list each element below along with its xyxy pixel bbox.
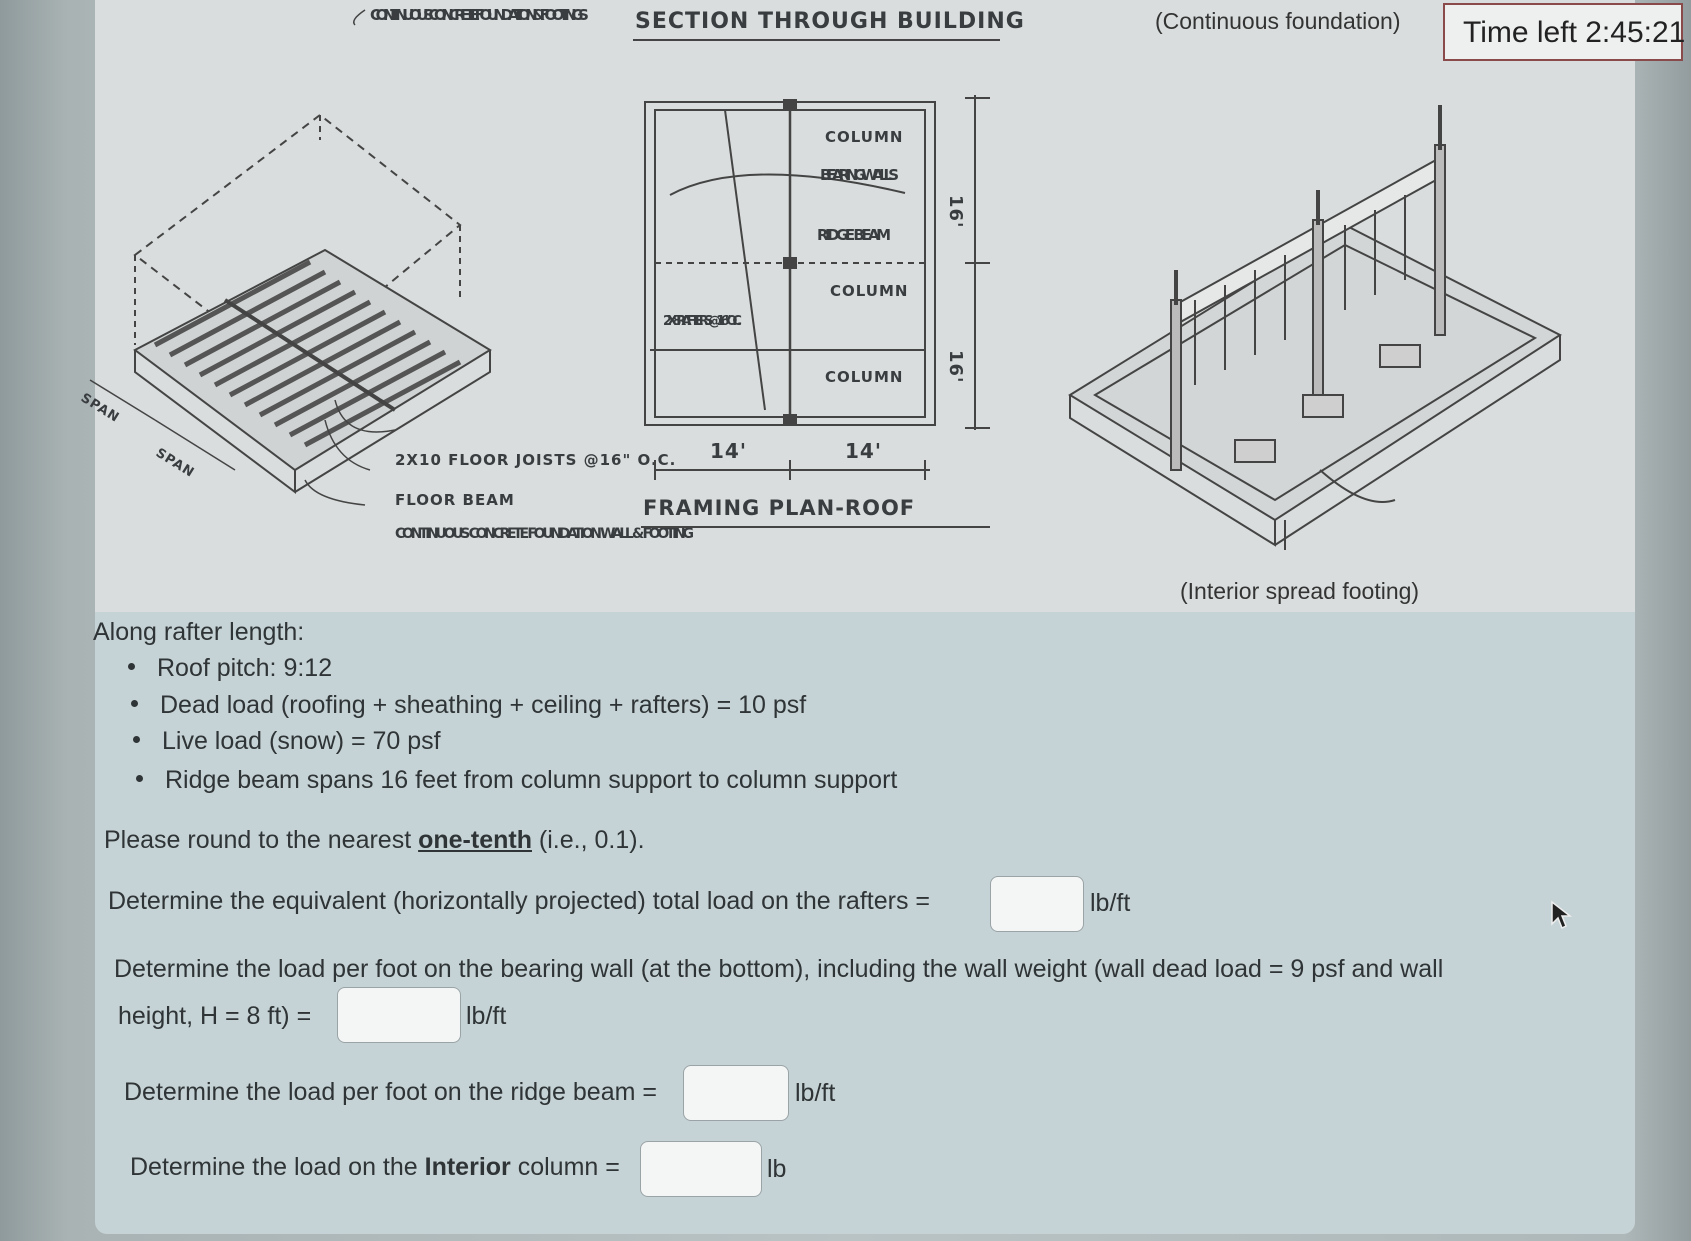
bearing-walls-label: BEARING WALLS <box>820 166 900 184</box>
bullet-icon <box>131 700 138 707</box>
continuous-foundation-caption: (Continuous foundation) <box>1155 8 1401 34</box>
bullet-text: Live load (snow) = 70 psf <box>162 727 441 755</box>
bullet-text: Ridge beam spans 16 feet from column support to column support <box>165 766 898 794</box>
rafter-load-unit: lb/ft <box>1090 889 1131 917</box>
interior-footing-drawing <box>1070 105 1560 550</box>
interior-column-input[interactable] <box>640 1141 762 1197</box>
figure-image <box>77 0 1635 612</box>
bullet-item <box>136 766 897 795</box>
bullet-icon <box>128 663 135 670</box>
question-bearing-wall-line1: Determine the load per foot on the bearing wall (at the bottom), including the wall weight (wall dead load = 9 psf and wall <box>114 955 1444 983</box>
span-label-left: SPAN <box>77 390 122 426</box>
foundation-wall-label: CONTINUOUS CONCRETE FOUNDATION WALL & FOOTING <box>395 526 696 542</box>
floor-joists-label: 2X10 FLOOR JOISTS @16" O.C. <box>395 451 677 469</box>
rounding-note-text: Please round to the nearest <box>104 826 419 854</box>
isometric-foundation-drawing <box>90 10 490 505</box>
interior-column-text: Determine the load on the <box>130 1153 425 1181</box>
time-left-timer: Time left 2:45:21 <box>1443 3 1683 61</box>
dimension-side-top: 16' <box>945 195 966 229</box>
ridge-beam-input[interactable] <box>683 1065 789 1121</box>
interior-column-unit: lb <box>767 1155 787 1183</box>
rounding-emphasis: one-tenth <box>418 826 532 854</box>
question-interior-column <box>130 1153 620 1182</box>
framing-plan-title: FRAMING PLAN-ROOF <box>643 496 916 520</box>
dimension-right: 14' <box>845 439 882 463</box>
question-ridge-beam: Determine the load per foot on the ridge beam = <box>124 1078 657 1106</box>
ridge-beam-label: RIDGE BEAM <box>817 226 892 244</box>
interior-column-bold: Interior <box>424 1153 511 1181</box>
span-label-bottom: SPAN <box>152 445 197 481</box>
dimension-left: 14' <box>710 439 747 463</box>
section-title: SECTION THROUGH BUILDING <box>635 9 1025 34</box>
rafter-load-input[interactable] <box>990 876 1084 932</box>
bearing-wall-unit: lb/ft <box>466 1002 507 1030</box>
bullet-text: Roof pitch: 9:12 <box>157 654 333 682</box>
ridge-beam-unit: lb/ft <box>795 1079 836 1107</box>
question-rafter-load: Determine the equivalent (horizontally projected) total load on the rafters = <box>108 887 930 915</box>
column-label-2: COLUMN <box>830 282 909 300</box>
rafters-label: 2X8 RAFTERS @16" O.C. <box>663 314 743 329</box>
bullet-icon <box>136 775 143 782</box>
mouse-pointer-icon <box>1550 900 1572 930</box>
iso-top-label: CONTINUOUS CONCRETE FOUNDATION & FOOTINGS <box>370 6 590 24</box>
dimension-side-bottom: 16' <box>945 350 966 384</box>
bullet-icon <box>133 736 140 743</box>
question-bearing-wall-line2: height, H = 8 ft) = <box>118 1002 312 1030</box>
bullet-item <box>128 654 332 683</box>
rounding-note-tail: (i.e., 0.1). <box>531 826 645 854</box>
structure-drawings <box>77 0 1635 612</box>
column-label-3: COLUMN <box>825 368 904 386</box>
floor-beam-label: FLOOR BEAM <box>395 491 515 509</box>
bullet-item <box>133 727 441 756</box>
framing-plan-drawing <box>645 95 990 480</box>
intro-text: Along rafter length: <box>93 618 305 646</box>
bearing-wall-input[interactable] <box>337 987 461 1043</box>
column-label-1: COLUMN <box>825 128 904 146</box>
interior-column-tail: column = <box>510 1153 620 1181</box>
interior-footing-caption: (Interior spread footing) <box>1180 578 1420 604</box>
bullet-item <box>131 691 806 720</box>
rounding-note <box>104 826 645 855</box>
bullet-text: Dead load (roofing + sheathing + ceiling + rafters) = 10 psf <box>160 691 807 719</box>
